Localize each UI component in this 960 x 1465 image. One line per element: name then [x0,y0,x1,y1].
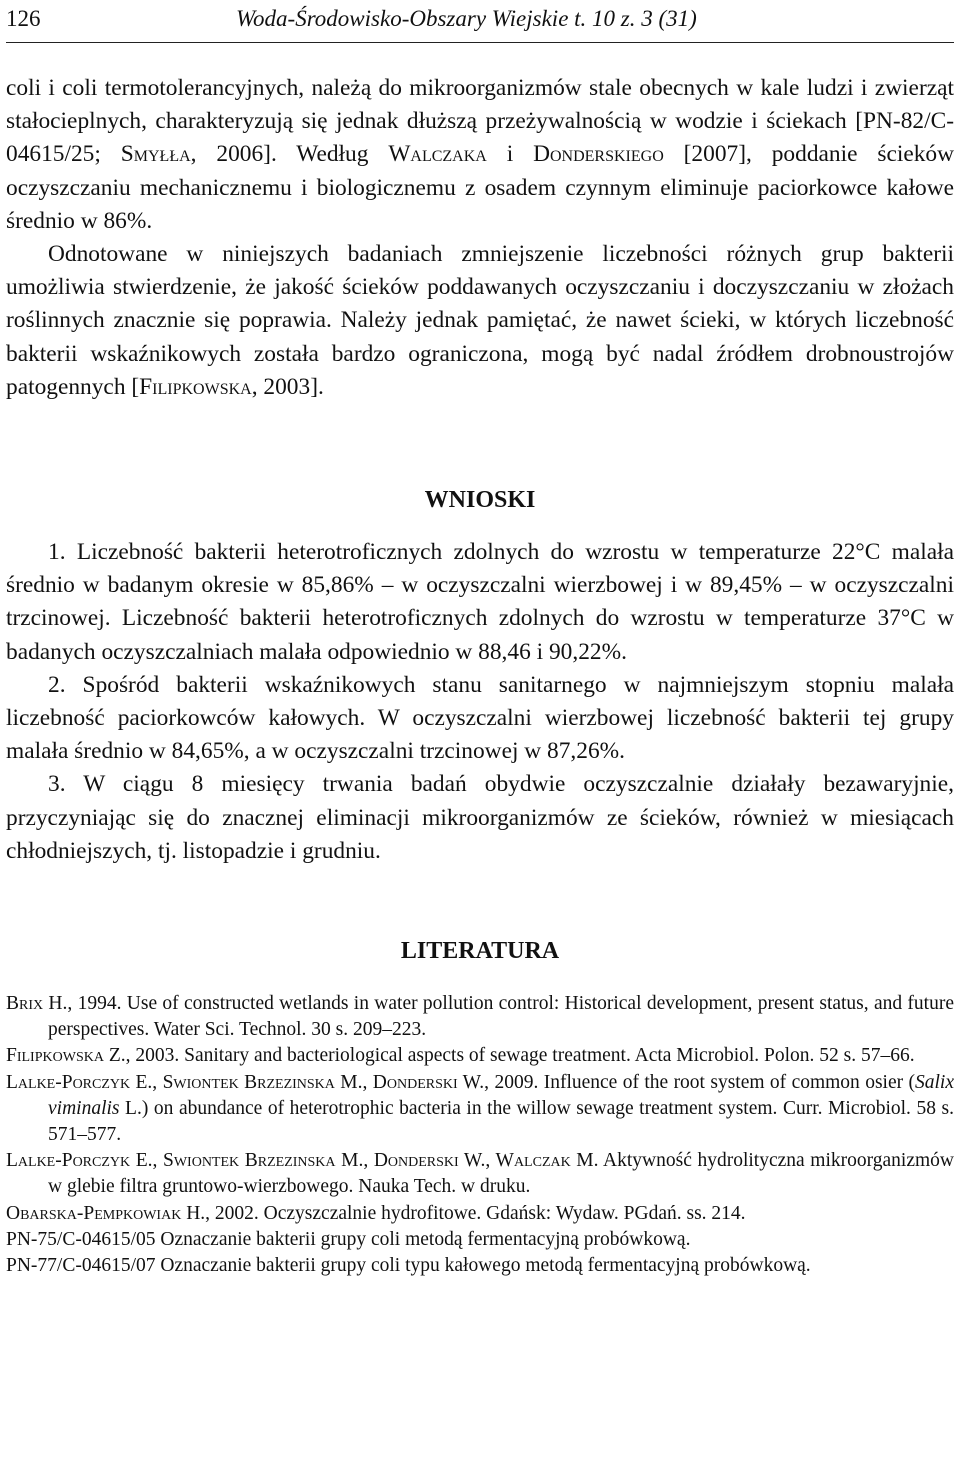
paragraph-text: , 2003]. [251,373,324,400]
reference-item [6,1070,954,1149]
paragraph-text: coli i coli termotolerancyjnych, należą do mikroorganizmów stale obecnych w kale ludzi i zwierząt stałocieplnych, charakteryzują się jednak dłuższą przeżywalnością w wodzie i ściekach [PN-82/C-04615/25; [6,75,954,168]
paragraph [6,238,954,404]
reference-authors: Lalke-Porczyk E., Swiontek Brzezinska M., Donderski W. [6,1071,485,1093]
reference-text: Aktywność hydrolityczna mikroorganizmów w glebie filtra gruntowo-wierzbowego. Nauka Tech. w druku. [48,1150,954,1198]
author-name: Donderskiego [533,141,664,168]
paragraph-text: Odnotowane w niniejszych badaniach zmniejszenie liczebności różnych grup bakterii umożliwia stwierdzenie, że jakość ścieków poddawanych oczyszczaniu i doczyszczaniu w złożach roślinnych znacznie się poprawia. Należy jednak pamiętać, że nawet ścieki, w których liczebność bakterii wskaźnikowych została bardzo ograniczona, mogą być nadal źródłem drobnoustrojów patogennych [ [6,241,954,400]
reference-item [6,1043,954,1069]
reference-authors: Lalke-Porczyk E., Swiontek Brzezinska M., Donderski W., Walczak M. [6,1150,599,1172]
conclusion-item: 3. W ciągu 8 miesięcy trwania badań obydwie oczyszczalnie działały bezawaryjnie, przyczyniając się do znacznej eliminacji mikroorganizmów ze ścieków, również w miesiącach chłodniejszych, tj. listopadzie i grudniu. [6,771,954,864]
paragraph-text: i [486,141,534,168]
section-heading-conclusions: WNIOSKI [424,487,536,514]
reference-text: , 2002. Oczyszczalnie hydrofitowe. Gdańsk: Wydaw. PGdań. ss. 214. [205,1202,746,1224]
reference-authors: Filipkowska Z. [6,1045,126,1067]
paragraph-text: [2007], poddanie ścieków oczyszczaniu mechanicznemu i biologicznemu z osadem czynnym eliminuje paciorkowce kałowe średnio w 86%. [6,141,954,234]
author-name: Walczaka [388,141,487,168]
article-body [6,72,954,1279]
reference-text: , 2009. Influence of the root system of common osier ( [484,1071,915,1093]
reference-item: PN-77/C-04615/07 Oznaczanie bakterii grupy coli typu kałowego metodą fermentacyjną probówkową. [6,1255,811,1277]
reference-item: PN-75/C-04615/05 Oznaczanie bakterii grupy coli metodą fermentacyjną probówkową. [6,1228,691,1250]
species-name: Salix viminalis [48,1071,954,1119]
section-heading-literature: LITERATURA [400,938,560,965]
conclusion-item: 2. Spośród bakterii wskaźnikowych stanu sanitarnego w najmniejszym stopniu malała liczebność paciorkowców kałowych. W oczyszczalni wierzbowej liczebność bakterii tej grupy malała średnio w 84,65%, a w oczyszczalni trzcinowej w 87,26%. [6,671,954,765]
reference-item [6,991,954,1043]
author-name: Smyłła [120,141,191,168]
reference-text: L.) on abundance of heterotrophic bacteria in the willow sewage treatment system. Curr. Microbiol. 58 s. 571–577. [48,1097,954,1146]
author-name: Filipkowska [139,373,252,400]
paragraph-text: , 2006]. Według [190,141,389,168]
running-header [6,2,954,43]
reference-item [6,1148,954,1200]
reference-item [6,1201,954,1227]
reference-authors: Brix H. [6,993,68,1015]
reference-text: , 2003. Sanitary and bacteriological aspects of sewage treatment. Acta Microbiol. Polon. 52 s. 57–66. [125,1045,915,1067]
journal-title: Woda-Środowisko-Obszary Wiejskie t. 10 z. 3 (31) [236,6,697,31]
conclusion-item: 1. Liczebność bakterii heterotroficznych zdolnych do wzrostu w temperaturze 22°C malała średnio w badanym okresie w 85,86% – w oczyszczalni wierzbowej i w 89,45% – w oczyszczalni trzcinowej. Liczebność bakterii heterotroficznych zdolnych do wzrostu w temperaturze 37°C w badanych oczyszczalniach malała odpowiednio w 88,46 i 90,22%. [6,539,954,665]
reference-list [6,991,954,1279]
paragraph-continuation [6,72,954,238]
reference-text: , 1994. Use of constructed wetlands in water pollution control: Historical development, present status, and future perspectives. Water Sci. Technol. 30 s. 209–223. [48,993,954,1041]
page-number: 126 [6,6,41,31]
reference-authors: Obarska-Pempkowiak H. [6,1202,206,1224]
